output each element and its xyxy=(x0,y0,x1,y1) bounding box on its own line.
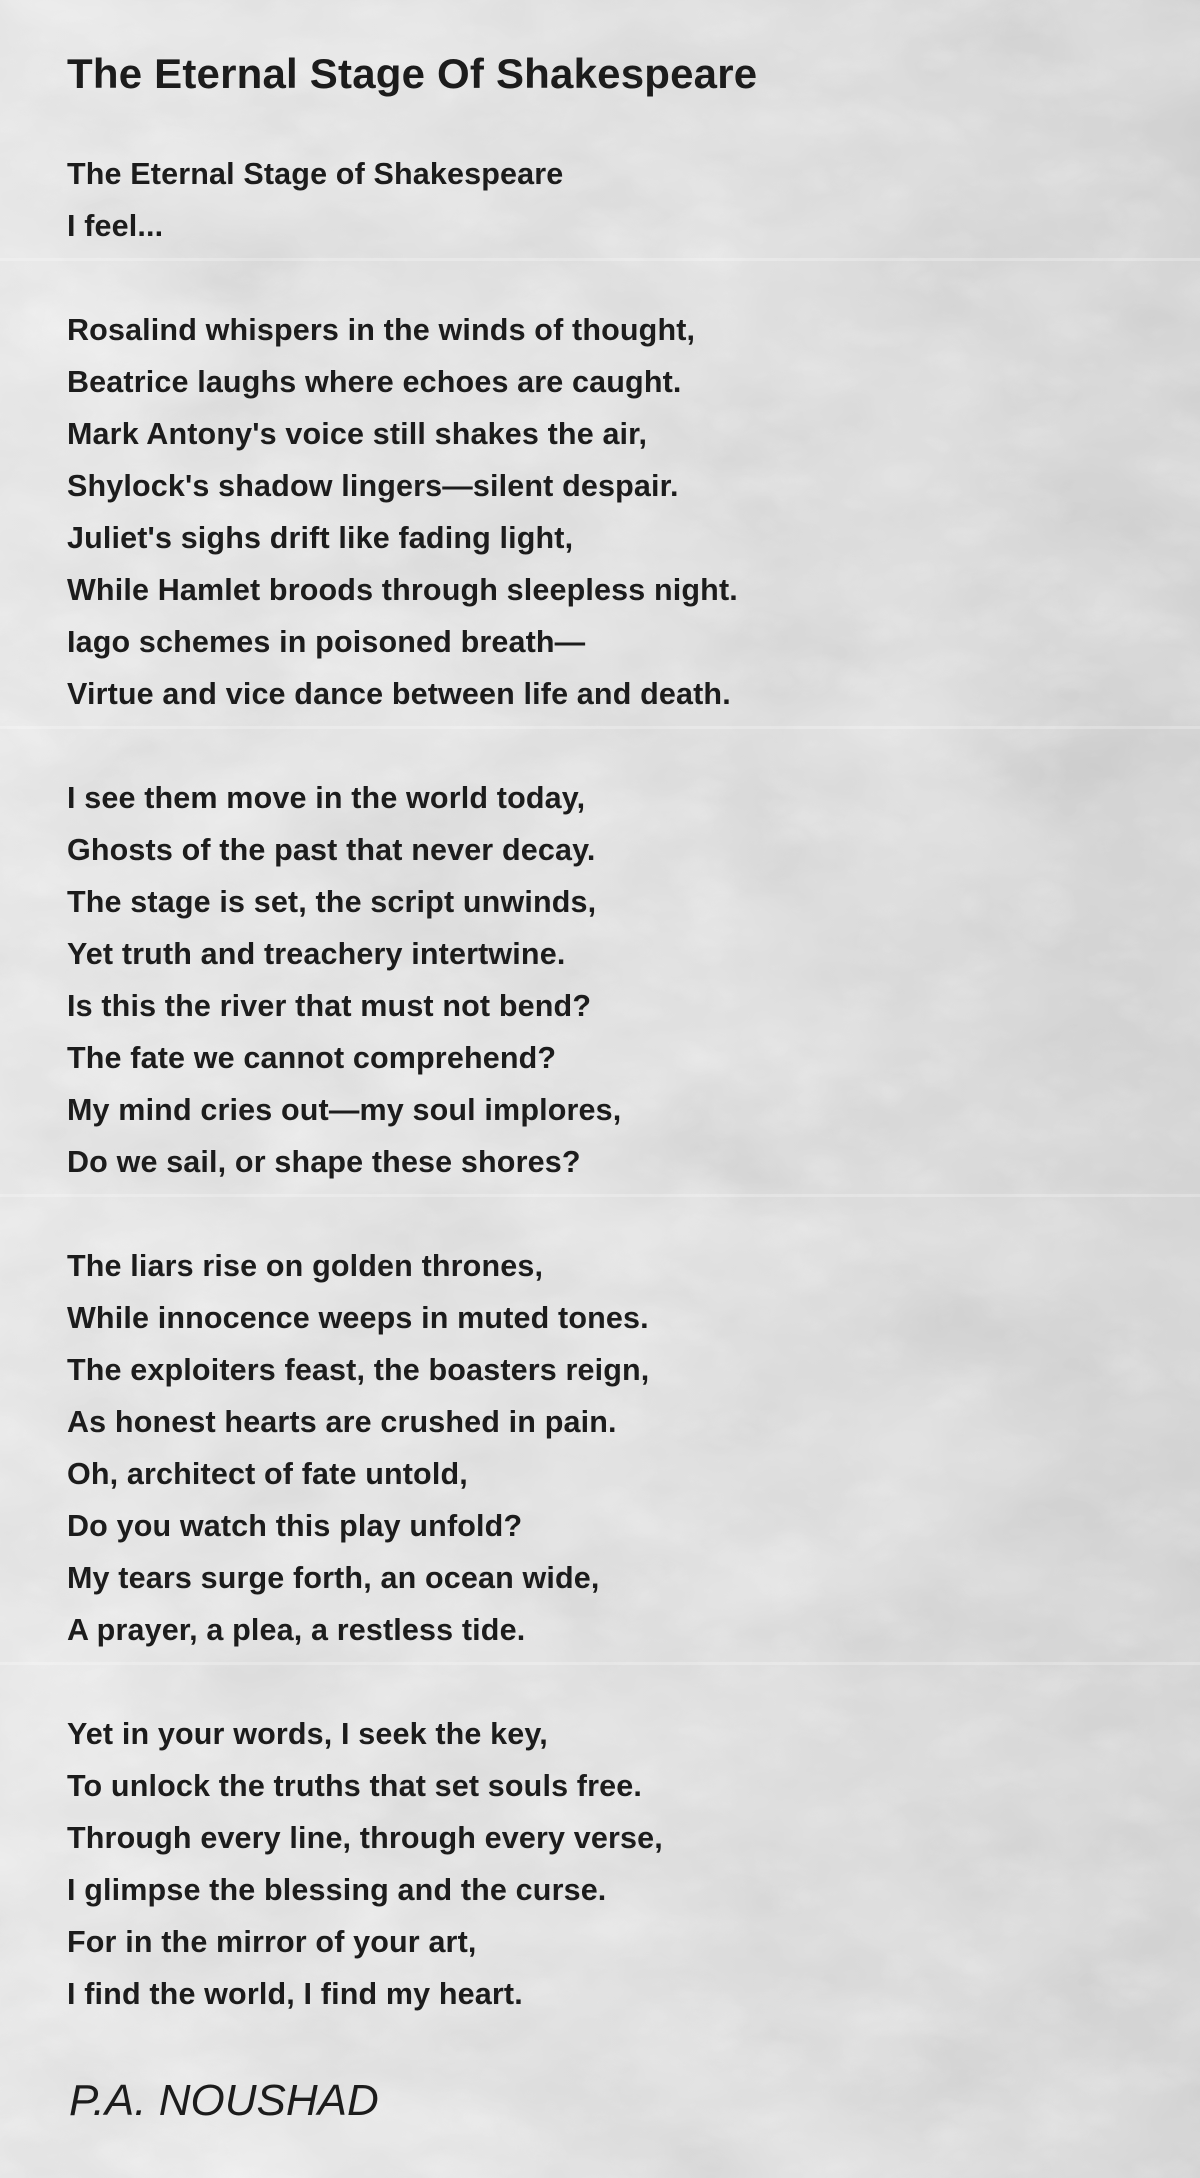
poem-line: While innocence weeps in muted tones. xyxy=(67,1301,649,1335)
poem-line: Juliet's sighs drift like fading light, xyxy=(67,521,574,555)
poem-title: The Eternal Stage Of Shakespeare xyxy=(67,50,758,97)
poem-line: The stage is set, the script unwinds, xyxy=(67,885,597,919)
poem-line: My tears surge forth, an ocean wide, xyxy=(67,1561,600,1595)
poem-line: Beatrice laughs where echoes are caught. xyxy=(67,365,682,399)
poem-line: I see them move in the world today, xyxy=(67,781,586,815)
poem-line: My mind cries out—my soul implores, xyxy=(67,1093,622,1127)
poem-line: A prayer, a plea, a restless tide. xyxy=(67,1613,526,1647)
poem-line: While Hamlet broods through sleepless night. xyxy=(67,573,738,607)
poem-line: Iago schemes in poisoned breath— xyxy=(67,625,586,659)
poem-line: The Eternal Stage of Shakespeare xyxy=(67,157,564,191)
poem-line: I glimpse the blessing and the curse. xyxy=(67,1873,607,1907)
poem-line: Yet in your words, I seek the key, xyxy=(67,1717,548,1751)
poem-line: Ghosts of the past that never decay. xyxy=(67,833,596,867)
poem-line: Through every line, through every verse, xyxy=(67,1821,663,1855)
poem-line: Mark Antony's voice still shakes the air, xyxy=(67,417,648,451)
poem-line: I feel... xyxy=(67,209,164,243)
poem-line: Virtue and vice dance between life and death. xyxy=(67,677,731,711)
poem-line: The fate we cannot comprehend? xyxy=(67,1041,557,1075)
poem-line: Oh, architect of fate untold, xyxy=(67,1457,468,1491)
poem-line: Shylock's shadow lingers—silent despair. xyxy=(67,469,679,503)
poem-line: Yet truth and treachery intertwine. xyxy=(67,937,566,971)
poem-line: The liars rise on golden thrones, xyxy=(67,1249,544,1283)
poem-line: Is this the river that must not bend? xyxy=(67,989,592,1023)
poem-line: As honest hearts are crushed in pain. xyxy=(67,1405,617,1439)
poem-line: The exploiters feast, the boasters reign, xyxy=(67,1353,650,1387)
poem-line: Rosalind whispers in the winds of thought, xyxy=(67,313,696,347)
poem-line: Do you watch this play unfold? xyxy=(67,1509,523,1543)
poem-author: P.A. NOUSHAD xyxy=(69,2076,379,2125)
poem-line: Do we sail, or shape these shores? xyxy=(67,1145,581,1179)
poem-line: I find the world, I find my heart. xyxy=(67,1977,523,2011)
poem-line: For in the mirror of your art, xyxy=(67,1925,477,1959)
poem-line: To unlock the truths that set souls free. xyxy=(67,1769,642,1803)
